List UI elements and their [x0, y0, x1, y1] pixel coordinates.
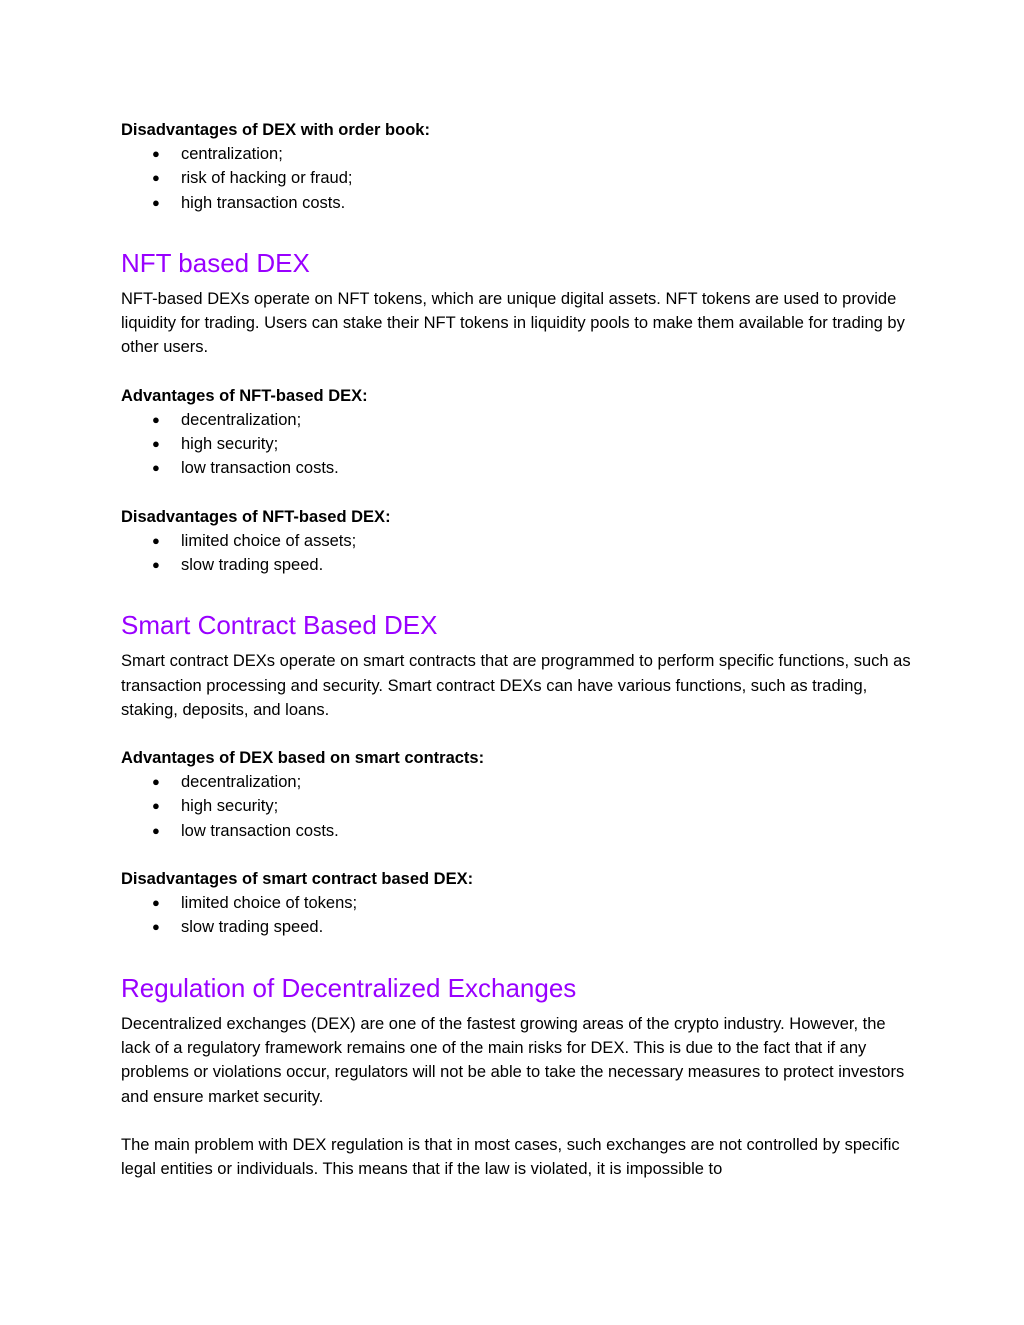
list-item: ● decentralization; — [121, 770, 911, 794]
bullet-icon: ● — [152, 822, 160, 838]
bullet-icon: ● — [152, 170, 160, 186]
bullet-icon: ● — [152, 556, 160, 572]
list-item: ● high security; — [121, 794, 911, 818]
bullet-icon: ● — [152, 460, 160, 476]
list-item: ● risk of hacking or fraud; — [121, 166, 911, 190]
nft-advantages-label: Advantages of NFT-based DEX: — [121, 386, 368, 405]
nft-dex-intro: NFT-based DEXs operate on NFT tokens, which are unique digital assets. NFT tokens are used to provide liquidity for trading. Users can stake their NFT tokens in liquidity pools to make them available for trading by other users. — [121, 289, 905, 357]
regulation-paragraph-1: Decentralized exchanges (DEX) are one of the fastest growing areas of the crypto industry. However, the lack of a regulatory framework remains one of the main risks for DEX. This is due to the fact that if any problems or violations occur, regulators will not be able to take the necessary measures to protect investors and ensure market security. — [121, 1014, 905, 1106]
regulation-heading: Regulation of Decentralized Exchanges — [121, 972, 577, 1003]
bullet-icon: ● — [152, 774, 160, 790]
list-item: ● slow trading speed. — [121, 915, 911, 939]
smart-advantages-label: Advantages of DEX based on smart contracts: — [121, 749, 485, 768]
bullet-icon: ● — [152, 532, 160, 548]
order-book-disadvantages-list — [121, 142, 911, 215]
document-page — [121, 118, 911, 1181]
bullet-icon: ● — [152, 194, 160, 210]
bullet-icon: ● — [152, 895, 160, 911]
list-item: ● high transaction costs. — [121, 191, 911, 215]
bullet-icon: ● — [152, 436, 160, 452]
list-item: ● low transaction costs. — [121, 456, 911, 480]
smart-contract-dex-intro: Smart contract DEXs operate on smart contracts that are programmed to perform specific functions, such as transaction processing and security. Smart contract DEXs can have various functions, such as trading, staking, deposits, and loans. — [121, 652, 911, 719]
regulation-paragraph-2: The main problem with DEX regulation is that in most cases, such exchanges are not controlled by specific legal entities or individuals. This means that if the law is violated, it is impossible to — [121, 1135, 900, 1179]
list-item: ● limited choice of assets; — [121, 529, 911, 553]
list-item: ● low transaction costs. — [121, 819, 911, 843]
list-item: ● decentralization; — [121, 408, 911, 432]
bullet-icon: ● — [152, 798, 160, 814]
list-item: ● limited choice of tokens; — [121, 891, 911, 915]
bullet-icon: ● — [152, 411, 160, 427]
bullet-icon: ● — [152, 146, 160, 161]
list-item: ● centralization; — [121, 142, 911, 166]
list-item: ● slow trading speed. — [121, 553, 911, 577]
bullet-icon: ● — [152, 919, 160, 935]
smart-disadvantages-list — [121, 891, 911, 940]
smart-disadvantages-label: Disadvantages of smart contract based DEX: — [121, 870, 474, 889]
smart-contract-dex-heading: Smart Contract Based DEX — [121, 610, 438, 641]
nft-disadvantages-label: Disadvantages of NFT-based DEX: — [121, 507, 391, 526]
order-book-disadvantages-label: Disadvantages of DEX with order book: — [121, 121, 430, 139]
smart-advantages-list — [121, 770, 911, 843]
nft-advantages-list — [121, 408, 911, 481]
nft-disadvantages-list — [121, 529, 911, 578]
list-item: ● high security; — [121, 432, 911, 456]
nft-dex-heading: NFT based DEX — [121, 247, 310, 278]
